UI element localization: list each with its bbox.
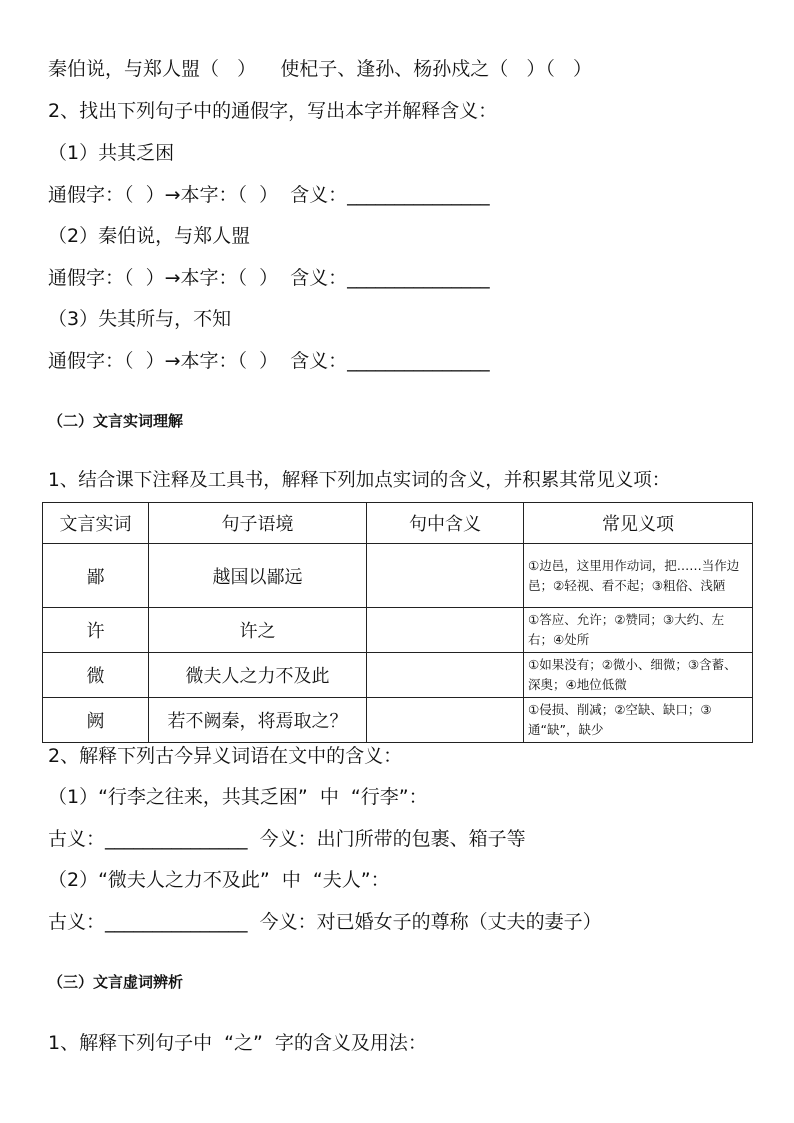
item-3: （3）失其所与，不知 — [48, 308, 232, 330]
table-row — [43, 653, 753, 698]
section2-question-2: 2、解释下列古今异义词语在文中的含义： — [48, 745, 403, 767]
archaic-item-2: （2）“微夫人之力不及此” 中 “夫人”： — [48, 869, 390, 891]
archaic-item-1: （1）“行李之往来，共其乏困” 中 “行李”： — [48, 786, 428, 808]
cell-context: 微夫人之力不及此 — [149, 653, 367, 698]
section-title-2: （二）文言实词理解 — [48, 412, 184, 430]
fill-line-3: 通假字：（ ）→本字：（ ） 含义：_______________ — [48, 350, 490, 372]
cell-word: 鄙 — [43, 544, 149, 608]
cell-common: ①如果没有；②微小、细微；③含蓄、深奥；④地位低微 — [524, 653, 753, 698]
cell-meaning[interactable] — [367, 653, 524, 698]
cell-word: 许 — [43, 608, 149, 653]
cell-word: 微 — [43, 653, 149, 698]
cell-meaning[interactable] — [367, 608, 524, 653]
header-common: 常见义项 — [524, 503, 753, 544]
table-row — [43, 698, 753, 743]
cell-common: ①答应、允许；②赞同；③大约、左右；④处所 — [524, 608, 753, 653]
table-header-row — [43, 503, 753, 544]
cell-meaning[interactable] — [367, 544, 524, 608]
cell-context: 许之 — [149, 608, 367, 653]
question-2: 2、找出下列句子中的通假字，写出本字并解释含义： — [48, 100, 498, 122]
cell-meaning[interactable] — [367, 698, 524, 743]
item-1: （1）共其乏困 — [48, 142, 175, 164]
header-word: 文言实词 — [43, 503, 149, 544]
header-context: 句子语境 — [149, 503, 367, 544]
fill-line-2: 通假字：（ ）→本字：（ ） 含义：_______________ — [48, 267, 490, 289]
section-title-3: （三）文言虚词辨析 — [48, 973, 184, 991]
cell-common: ①侵损、削减；②空缺、缺口；③通“缺”，缺少 — [524, 698, 753, 743]
table-row — [43, 608, 753, 653]
archaic-answer-2: 古义：_______________ 今义：对已婚女子的尊称（丈夫的妻子） — [48, 911, 602, 933]
cell-common: ①边邑，这里用作动词，把……当作边邑；②轻视、看不起；③粗俗、浅陋 — [524, 544, 753, 608]
cell-context: 越国以鄙远 — [149, 544, 367, 608]
fill-line-1: 通假字：（ ）→本字：（ ） 含义：_______________ — [48, 184, 490, 206]
vocab-table — [42, 502, 753, 743]
cell-context: 若不阙秦，将焉取之？ — [149, 698, 367, 743]
section3-question-1: 1、解释下列句子中 “之” 字的含义及用法： — [48, 1032, 427, 1054]
section2-question-1: 1、结合课下注释及工具书，解释下列加点实词的含义，并积累其常见义项： — [48, 470, 671, 491]
archaic-answer-1: 古义：_______________ 今义：出门所带的包裹、箱子等 — [48, 828, 526, 850]
item-2: （2）秦伯说，与郑人盟 — [48, 225, 251, 247]
line-1: 秦伯说，与郑人盟（ ） 使杞子、逢孙、杨孙戍之（ ）（ ） — [48, 58, 593, 80]
cell-word: 阙 — [43, 698, 149, 743]
header-meaning: 句中含义 — [367, 503, 524, 544]
table-row — [43, 544, 753, 608]
